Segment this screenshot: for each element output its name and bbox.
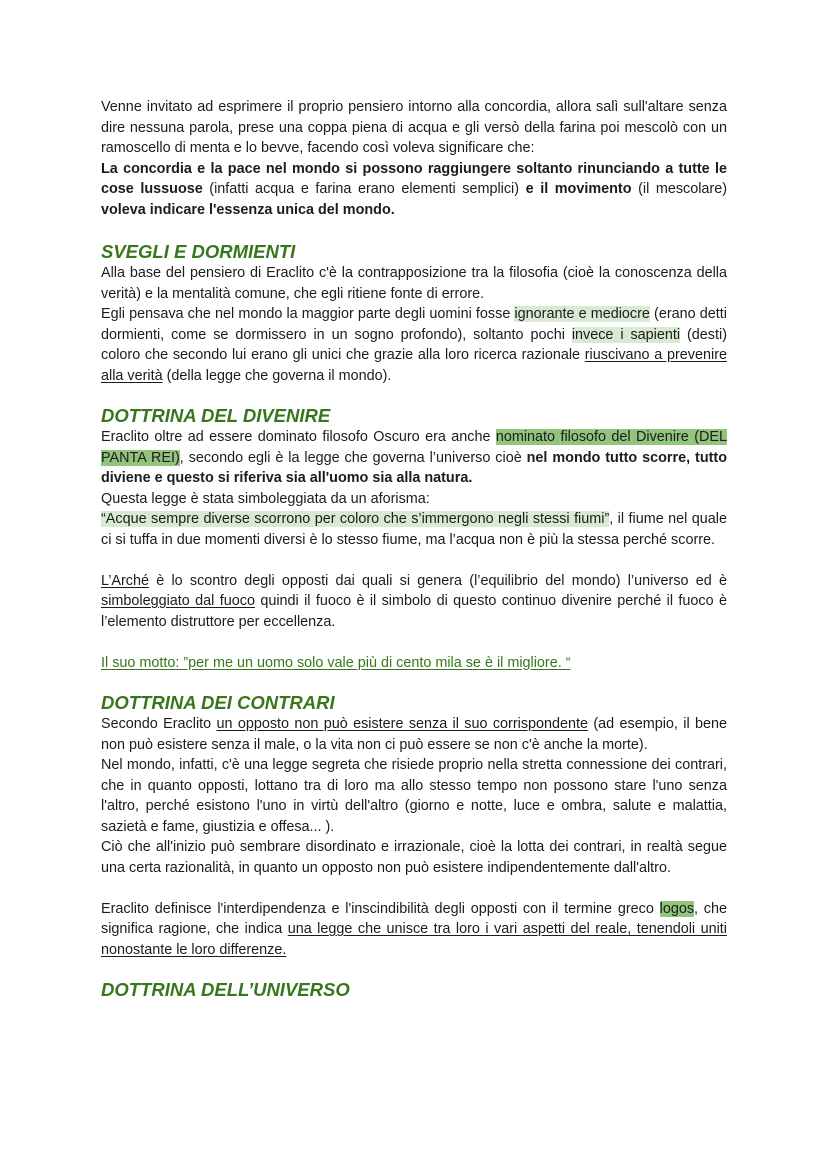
heading-dottrina-dell-universo: DOTTRINA DELL’UNIVERSO (101, 979, 350, 1000)
contrari-paragraph-1 (101, 714, 727, 755)
underline-legge: una legge che unisce tra loro i vari aspetti del reale, tenendoli uniti nonostante le loro differenze. (101, 921, 727, 958)
highlight-ignorante: ignorante e mediocre (514, 306, 650, 322)
intro-text-1: (infatti acqua e farina erano elementi semplici) (202, 181, 526, 197)
intro-text-2: (il mescolare) (631, 181, 727, 197)
paragraph-gap (101, 878, 727, 899)
divenire-text-a: Eraclito oltre ad essere dominato filosofo Oscuro era anche (101, 429, 496, 445)
highlight-filosofo-divenire: nominato filosofo del Divenire (DEL PANTA REI) (101, 429, 727, 466)
logos-text-b: , che significa ragione, che indica (101, 900, 728, 937)
divenire-paragraph-arche (101, 571, 727, 633)
underline-fuoco: simboleggiato dal fuoco (101, 593, 255, 609)
svegli-text-d: (della legge che governa il mondo). (162, 367, 392, 384)
heading-dottrina-del-divenire: DOTTRINA DEL DIVENIRE (101, 405, 331, 426)
document-body (101, 97, 727, 1001)
arche-text-a: è lo scontro degli opposti dai quali si genera (l’equilibrio del mondo) l’universo ed è (149, 572, 727, 589)
contrari-paragraph-logos (101, 899, 727, 961)
logos-text-a: Eraclito definisce l'interdipendenza e l'inscindibilità degli opposti con il termine greco (101, 900, 660, 917)
svegli-text-b: (erano detti dormienti, come se dormissero in un sogno profondo), soltanto pochi (101, 306, 727, 343)
contrari-paragraph-3: Ciò che all'inizio può sembrare disordinato e irrazionale, cioè la lotta dei contrari, in realtà segue una certa razionalità, in quanto un opposto non può esistere indipendentemente dall'altro. (101, 839, 727, 876)
heading-svegli-e-dormienti: SVEGLI E DORMIENTI (101, 241, 296, 262)
underline-opposto: un opposto non può esistere senza il suo corrispondente (216, 716, 589, 732)
contrari-paragraph-2: Nel mondo, infatti, c'è una legge segreta che risiede proprio nella stretta connessione dei contrari, che in quanto opposti, lottano tra di loro ma allo stesso tempo non possono stare l'uno senza l'altro, perché esistono l'uno in virtù dell'altro (giorno e notte, luce e ombra, salute e malattia, sazietà e fame, giustizia e offesa... ). (101, 757, 727, 835)
paragraph-gap (101, 632, 727, 653)
contrari-text-a: Secondo Eraclito (101, 716, 217, 732)
intro-bold-2: e il movimento (525, 181, 632, 197)
heading-dottrina-dei-contrari: DOTTRINA DEI CONTRARI (101, 692, 335, 713)
svegli-text-c: (desti) coloro che secondo lui erano gli unici che grazie alla loro ricerca razionale (101, 326, 727, 363)
highlight-sapienti: invece i sapienti (571, 326, 681, 343)
svegli-paragraph-1: Alla base del pensiero di Eraclito c'è la contrapposizione tra la filosofia (cioè la conoscenza della verità) e la mentalità comune, che egli ritiene fonte di errore. (101, 265, 727, 302)
contrari-text-b: (ad esempio, il bene non può esistere senza il male, o la vita non ci può essere se non c'è anche la morte). (101, 716, 727, 753)
intro-paragraph-1: Venne invitato ad esprimere il proprio pensiero intorno alla concordia, allora salì sull'altare senza dire nessuna parola, prese una coppa piena di acqua e gli versò della farina poi mescolò con un ramoscello di menta e lo bevve, facendo così voleva significare che: (101, 99, 727, 156)
underline-arche: L’Arché (101, 572, 149, 589)
arche-text-b: quindi il fuoco è il simbolo di questo continuo divenire perché il fuoco è l’elemento distruttore per eccellenza. (101, 593, 727, 630)
divenire-text-b: , secondo egli è la legge che governa l’universo cioè (179, 449, 527, 466)
highlight-aforisma: “Acque sempre diverse scorrono per coloro che s’immergono negli stessi fiumi” (101, 511, 610, 527)
highlight-logos: logos (659, 900, 695, 917)
intro-paragraph-2 (101, 159, 727, 221)
motto-text: Il suo motto: ”per me un uomo solo vale più di cento mila se è il migliore. “ (101, 654, 571, 671)
underline-verita: riuscivano a prevenire alla verità (101, 347, 727, 384)
svegli-text-a: Egli pensava che nel mondo la maggior parte degli uomini fosse (101, 306, 515, 322)
svegli-paragraph-2 (101, 304, 727, 386)
divenire-paragraph-2: Questa legge è stata simboleggiata da un aforisma: (101, 490, 430, 507)
intro-bold-1: La concordia e la pace nel mondo si possono raggiungere soltanto rinunciando a tutte le cose lussuose (101, 160, 727, 197)
intro-bold-3: voleva indicare l'essenza unica del mondo. (101, 201, 395, 218)
paragraph-gap (101, 550, 727, 571)
divenire-text-c: , il fiume nel quale ci si tuffa in due momenti diversi è lo stesso fiume, ma l’acqua non è più la stessa perché scorre. (101, 511, 727, 548)
divenire-paragraph-1 (101, 427, 727, 489)
divenire-paragraph-3 (101, 509, 727, 550)
divenire-bold: nel mondo tutto scorre, tutto diviene e questo si riferiva sia all'uomo sia alla natura. (101, 449, 728, 486)
motto-line (101, 653, 727, 674)
